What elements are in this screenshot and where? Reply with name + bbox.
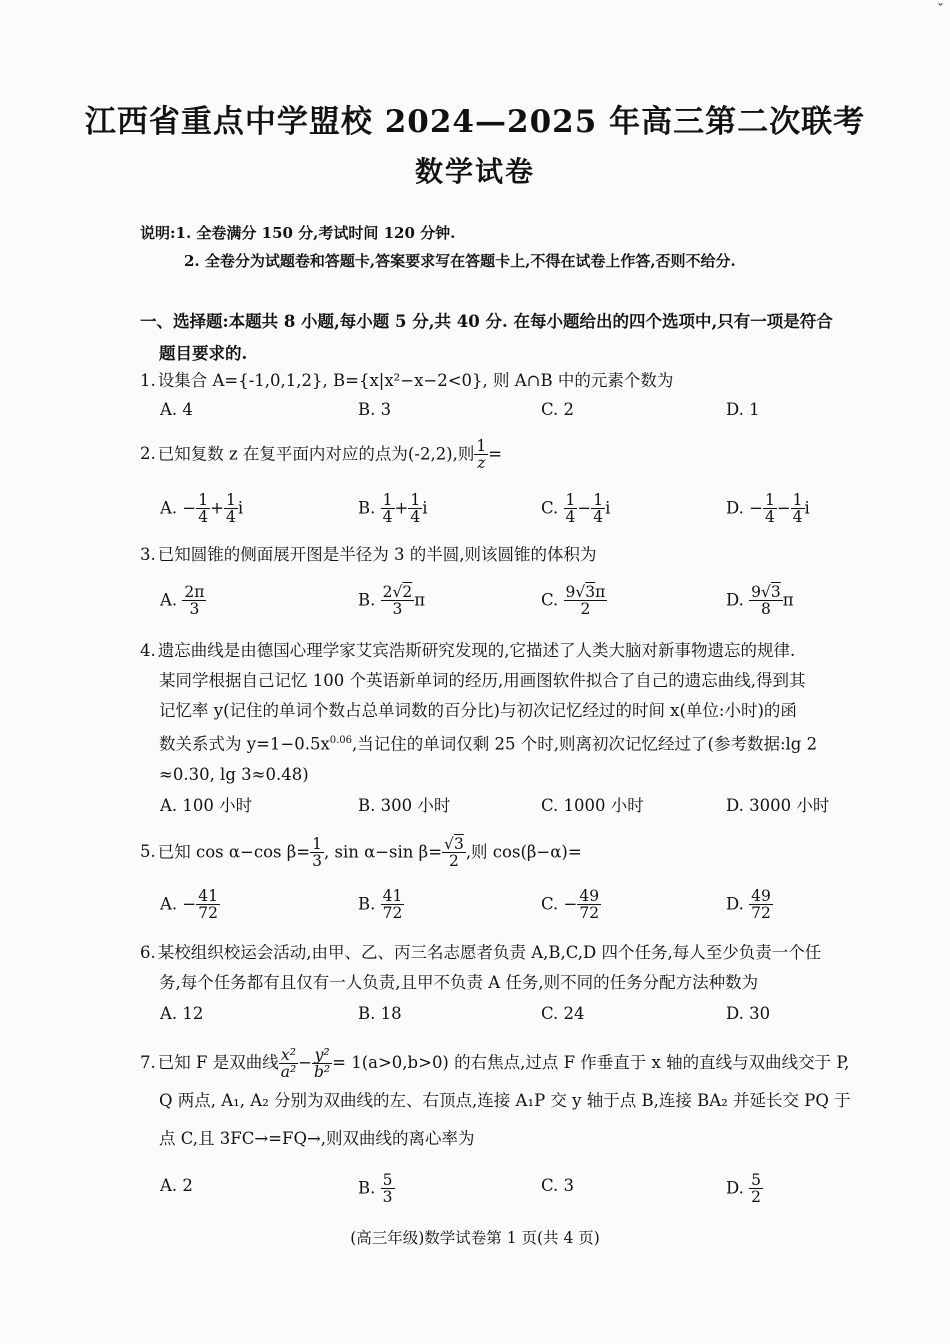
imaginary-unit: i bbox=[237, 498, 244, 518]
denominator: b² bbox=[314, 1063, 331, 1081]
denominator: 3 bbox=[392, 600, 403, 619]
question-1 bbox=[140, 366, 895, 396]
question-7 bbox=[140, 1044, 895, 1158]
question-stem: 已知圆锥的侧面展开图是半径为 3 的半圆,则该圆锥的体积为 bbox=[157, 545, 597, 564]
option-b: B. 300 小时 bbox=[358, 796, 451, 815]
denominator: 2 bbox=[751, 1188, 762, 1207]
question-number: 4. bbox=[140, 641, 156, 660]
fraction bbox=[564, 492, 578, 526]
question-3 bbox=[140, 540, 895, 570]
numerator: 1 bbox=[764, 491, 775, 509]
question-line bbox=[140, 1044, 895, 1082]
option-b bbox=[358, 1172, 395, 1206]
option-label: A. bbox=[160, 498, 178, 518]
minus-sign: − bbox=[776, 498, 791, 518]
numerator bbox=[442, 836, 466, 853]
option-b: B. 3 bbox=[358, 400, 392, 419]
numerator: 5 bbox=[382, 1171, 393, 1189]
numerator: 1 bbox=[382, 491, 393, 509]
question-2 bbox=[140, 438, 895, 472]
question-number: 6. bbox=[140, 943, 156, 962]
option-b: B. 18 bbox=[358, 1004, 402, 1023]
numerator bbox=[749, 584, 783, 601]
fraction bbox=[381, 1172, 395, 1206]
option-label: A. − bbox=[160, 894, 197, 914]
option-b bbox=[358, 888, 404, 922]
imaginary-unit: i bbox=[804, 498, 810, 518]
denominator: 72 bbox=[751, 904, 771, 923]
denominator: 4 bbox=[593, 508, 604, 527]
question-line bbox=[140, 938, 895, 968]
option-label: C. − bbox=[541, 894, 578, 914]
question-5 bbox=[140, 836, 895, 870]
question-stem: 设集合 A={-1,0,1,2}, B={x|x²−x−2<0}, 则 A∩B 中的元素个数为 bbox=[157, 371, 674, 390]
fraction bbox=[381, 492, 395, 526]
denominator: a² bbox=[280, 1063, 297, 1081]
minus-sign: − bbox=[182, 498, 197, 518]
numerator: 49 bbox=[751, 887, 771, 905]
numerator bbox=[381, 584, 415, 601]
option-label: B. bbox=[358, 498, 376, 518]
denominator: 72 bbox=[382, 904, 403, 923]
fraction bbox=[763, 492, 777, 526]
section-line-2: 题目要求的. bbox=[159, 344, 248, 363]
option-a: A. 100 小时 bbox=[160, 796, 253, 815]
exam-title: 江西省重点中学盟校 2024—2025 年高三第二次联考 bbox=[84, 104, 866, 140]
option-label: C. bbox=[541, 590, 559, 610]
denominator: 8 bbox=[761, 600, 771, 619]
fraction bbox=[564, 584, 608, 618]
denominator: 4 bbox=[764, 508, 775, 527]
minus-sign: − bbox=[577, 498, 592, 518]
question-line bbox=[140, 636, 895, 666]
equals-sign: = bbox=[488, 444, 503, 464]
option-c bbox=[541, 888, 601, 922]
page-footer: (高三年级)数学试卷第 1 页(共 4 页) bbox=[350, 1229, 600, 1247]
question-stem: 某校组织校运会活动,由甲、乙、丙三名志愿者负责 A,B,C,D 四个任务,每人至少负责一个任 bbox=[157, 943, 822, 962]
denominator: 3 bbox=[189, 600, 200, 619]
option-d: D. 3000 小时 bbox=[726, 796, 830, 815]
numerator: 1 bbox=[565, 491, 576, 509]
plus-sign: + bbox=[210, 498, 224, 518]
option-c bbox=[541, 492, 610, 526]
plus-sign: + bbox=[394, 498, 409, 518]
numerator: 1 bbox=[225, 491, 236, 509]
option-c: C. 1000 小时 bbox=[541, 796, 644, 815]
fraction bbox=[442, 836, 466, 870]
fraction bbox=[749, 584, 783, 618]
option-label: A. bbox=[160, 590, 178, 610]
question-6 bbox=[140, 938, 895, 998]
numerator: 1 bbox=[312, 835, 322, 853]
section-heading bbox=[140, 306, 890, 370]
denominator: 72 bbox=[198, 904, 218, 923]
numerator: 1 bbox=[476, 437, 487, 455]
fraction bbox=[312, 1047, 332, 1081]
numerator: 1 bbox=[593, 491, 604, 509]
option-a bbox=[160, 492, 243, 526]
fraction bbox=[577, 888, 601, 922]
fraction bbox=[749, 1172, 763, 1206]
question-line: 记忆率 y(记住的单词个数占总单词数的百分比)与初次记忆经过的时间 x(单位:小时)的函 bbox=[159, 701, 797, 720]
minus-sign: − bbox=[298, 1053, 312, 1072]
imaginary-unit: i bbox=[605, 498, 611, 518]
denominator: z bbox=[477, 454, 486, 473]
question-line: ≈0.30, lg 3≈0.48) bbox=[159, 764, 309, 784]
question-number: 2. bbox=[140, 444, 156, 464]
option-label: B. bbox=[358, 894, 376, 914]
note-line-2: 2. 全卷分为试题卷和答题卡,答案要求写在答题卡上,不得在试卷上作答,否则不给分. bbox=[184, 252, 736, 270]
minus-sign: − bbox=[749, 498, 763, 518]
denominator: 4 bbox=[225, 508, 236, 527]
denominator: 72 bbox=[579, 904, 600, 923]
option-b bbox=[358, 584, 425, 618]
option-label: D. bbox=[726, 1178, 744, 1198]
numerator: 1 bbox=[410, 491, 421, 509]
denominator: 2 bbox=[448, 852, 459, 871]
fraction bbox=[196, 888, 220, 922]
fraction bbox=[381, 888, 405, 922]
denominator: 4 bbox=[792, 508, 803, 527]
fraction bbox=[381, 584, 415, 618]
denominator: 3 bbox=[312, 852, 322, 871]
fraction bbox=[182, 584, 206, 618]
question-line: Q 两点, A₁, A₂ 分别为双曲线的左、右顶点,连接 A₁P 交 y 轴于点 B,连接 BA₂ 并延长交 PQ 于 bbox=[159, 1091, 851, 1110]
option-a bbox=[160, 584, 206, 618]
option-a: A. 12 bbox=[160, 1004, 204, 1023]
question-text: 已知 cos α−cos β= bbox=[157, 842, 311, 862]
pi-symbol: π bbox=[782, 590, 794, 610]
denominator: 4 bbox=[382, 508, 393, 527]
denominator: 4 bbox=[565, 508, 576, 527]
option-label: D. bbox=[726, 590, 744, 610]
option-d: D. 30 bbox=[726, 1004, 771, 1023]
numerator: 2π bbox=[184, 583, 205, 601]
question-line: 务,每个任务都有且仅有一人负责,且甲不负责 A 任务,则不同的任务分配方法种数为 bbox=[159, 973, 759, 992]
radical-prefix: 9√ bbox=[751, 583, 771, 601]
question-line: 点 C,且 3FC→=FQ→,则双曲线的离心率为 bbox=[159, 1129, 475, 1148]
question-text: = 1(a>0,b>0) 的右焦点,过点 F 作垂直于 x 轴的直线与双曲线交于 P, bbox=[332, 1053, 850, 1072]
option-label: B. bbox=[358, 1178, 376, 1198]
numerator bbox=[564, 584, 608, 601]
option-d bbox=[726, 1172, 763, 1206]
option-d bbox=[726, 888, 773, 922]
option-c: C. 24 bbox=[541, 1004, 585, 1023]
question-number: 7. bbox=[140, 1053, 156, 1072]
radicand: 3 bbox=[585, 583, 596, 601]
option-c bbox=[541, 584, 607, 618]
option-d bbox=[726, 492, 810, 526]
option-a bbox=[160, 888, 220, 922]
denominator: 4 bbox=[410, 508, 421, 527]
radicand: 2 bbox=[402, 583, 413, 601]
fraction bbox=[196, 492, 210, 526]
denominator: 4 bbox=[198, 508, 209, 527]
pi-symbol: π bbox=[414, 590, 426, 610]
option-a: A. 2 bbox=[160, 1176, 193, 1195]
option-c: C. 2 bbox=[541, 400, 575, 419]
denominator: 3 bbox=[382, 1188, 393, 1207]
question-stem: 已知复数 z 在复平面内对应的点为(-2,2),则 bbox=[157, 444, 475, 464]
numerator: x² bbox=[279, 1047, 298, 1064]
corner-mark: ˇ bbox=[937, 2, 944, 18]
question-number: 1. bbox=[140, 371, 156, 390]
option-d bbox=[726, 584, 794, 618]
fraction bbox=[791, 492, 805, 526]
option-label: B. bbox=[358, 590, 376, 610]
denominator: 2 bbox=[580, 600, 591, 619]
question-text: ,当记住的单词仅剩 25 个时,则离初次记忆经过了(参考数据:lg 2 bbox=[352, 734, 818, 754]
fraction bbox=[749, 888, 773, 922]
radicand: 3 bbox=[453, 835, 464, 853]
option-b bbox=[358, 492, 427, 526]
note-line-1: 说明:1. 全卷满分 150 分,考试时间 120 分钟. bbox=[140, 224, 456, 242]
question-text: ,则 cos(β−α)= bbox=[465, 842, 582, 862]
question-text: , sin α−sin β= bbox=[323, 842, 443, 862]
numerator: 1 bbox=[198, 491, 209, 509]
option-a: A. 4 bbox=[160, 400, 193, 419]
option-label: D. bbox=[726, 498, 744, 518]
option-label: D. bbox=[726, 894, 744, 914]
question-line bbox=[140, 726, 895, 760]
formula-text: 数关系式为 y=1−0.5x bbox=[159, 734, 330, 754]
question-line: 某同学根据自己记忆 100 个英语新单词的经历,用画图软件拟合了自己的遗忘曲线,得到其 bbox=[159, 671, 806, 690]
numerator: 41 bbox=[382, 887, 403, 905]
question-number: 3. bbox=[140, 545, 156, 564]
fraction bbox=[408, 492, 422, 526]
numerator: 41 bbox=[198, 887, 218, 905]
pi-symbol: π bbox=[595, 583, 606, 601]
radicand: 3 bbox=[770, 583, 781, 601]
question-text: 已知 F 是双曲线 bbox=[157, 1053, 279, 1072]
exponent: 0.06 bbox=[329, 735, 353, 746]
numerator: 49 bbox=[579, 887, 600, 905]
fraction bbox=[224, 492, 238, 526]
question-4 bbox=[140, 636, 895, 790]
numerator: 1 bbox=[792, 491, 803, 509]
radical-prefix: 2√ bbox=[382, 583, 403, 601]
fraction bbox=[310, 836, 324, 870]
radical-sign: √ bbox=[444, 835, 454, 853]
fraction bbox=[591, 492, 605, 526]
numerator: 5 bbox=[751, 1171, 762, 1189]
option-c: C. 3 bbox=[541, 1176, 575, 1195]
question-stem: 遗忘曲线是由德国心理学家艾宾浩斯研究发现的,它描述了人类大脑对新事物遗忘的规律. bbox=[157, 641, 796, 660]
exam-subtitle: 数学试卷 bbox=[414, 155, 535, 188]
numerator: y² bbox=[312, 1047, 332, 1064]
question-number: 5. bbox=[140, 842, 156, 862]
option-d: D. 1 bbox=[726, 400, 760, 419]
imaginary-unit: i bbox=[422, 498, 428, 518]
section-line-1: 一、选择题:本题共 8 小题,每小题 5 分,共 40 分. 在每小题给出的四个选项中,只有一项是符合 bbox=[140, 312, 833, 331]
option-label: C. bbox=[541, 498, 559, 518]
radical-prefix: 9√ bbox=[565, 583, 586, 601]
fraction bbox=[279, 1047, 298, 1081]
fraction bbox=[474, 438, 488, 472]
